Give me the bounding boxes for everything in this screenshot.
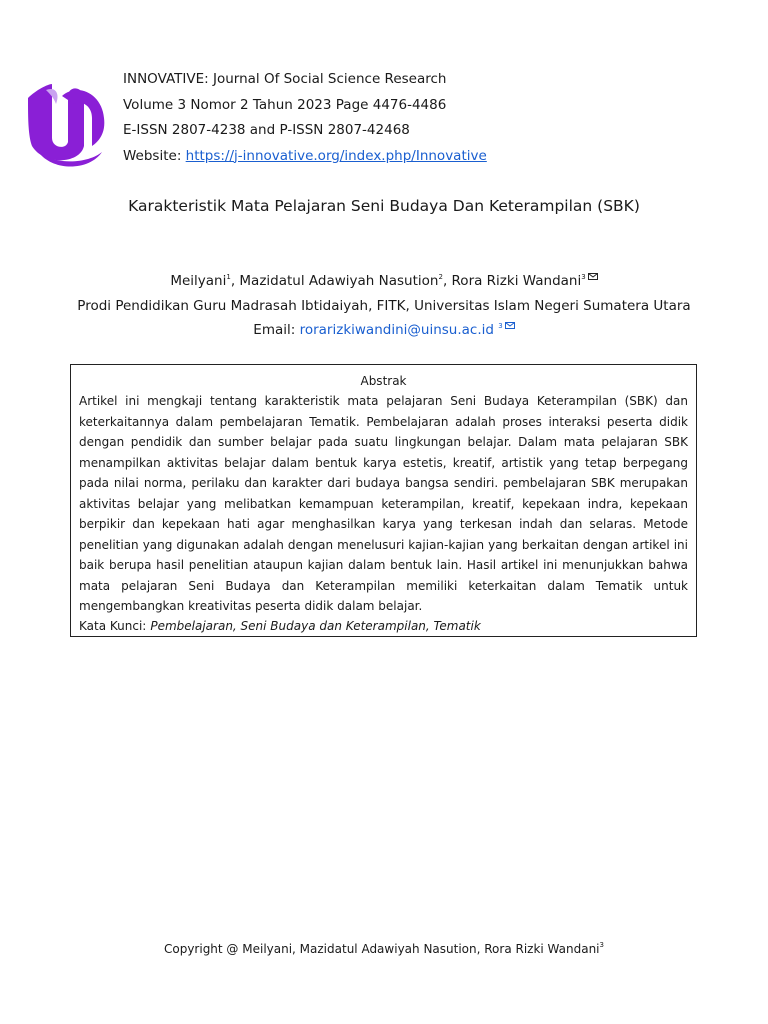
paper-title: Karakteristik Mata Pelajaran Seni Budaya Dan Keterampilan (SBK)	[128, 197, 640, 215]
issn-info: E-ISSN 2807-4238 and P-ISSN 2807-42468	[123, 122, 410, 138]
website-line	[123, 144, 487, 170]
keywords-line	[79, 617, 688, 635]
email-link[interactable]: rorarizkiwandini@uinsu.ac.id	[299, 322, 494, 338]
email-affiliation-marker: 3	[498, 322, 503, 330]
journal-header	[123, 67, 487, 169]
volume-info: Volume 3 Nomor 2 Tahun 2023 Page 4476-4486	[123, 96, 447, 113]
email-label: Email:	[253, 322, 300, 338]
keywords-label: Kata Kunci:	[79, 618, 147, 633]
abstract-box	[70, 364, 697, 637]
journal-logo-icon	[22, 76, 110, 174]
author-separator: ,	[230, 273, 240, 289]
journal-name: INNOVATIVE: Journal Of Social Science Research	[123, 71, 447, 87]
website-link[interactable]: https://j-innovative.org/index.php/Innovative	[185, 147, 487, 164]
abstract-heading: Abstrak	[360, 374, 407, 388]
author-list	[0, 273, 768, 289]
copyright-marker: 3	[599, 941, 604, 949]
author-name: Rora Rizki Wandani	[451, 273, 582, 289]
envelope-icon	[505, 322, 515, 329]
keywords: Pembelajaran, Seni Budaya dan Keterampilan, Tematik	[150, 618, 481, 633]
author-affiliation-marker: 2	[438, 273, 443, 281]
author-name: Mazidatul Adawiyah Nasution	[239, 273, 439, 289]
abstract-text: Artikel ini mengkaji tentang karakteristik mata pelajaran Seni Budaya Keterampilan (SBK) dan keterkaitannya dalam pembelajaran Tematik. Pembelajaran adalah proses interaksi peserta didik dengan pendidik dan sumber belajar pada suatu lingkungan belajar. Dalam mata pelajaran SBK menampilkan aktivitas belajar dalam bentuk karya estetis, kreatif, artistik yang tetap berpegang pada nilai norma, perilaku dan karakter dari budaya bangsa sendiri. pembelajaran SBK merupakan aktivitas belajar yang melibatkan kemampuan keterampilan, kreatif, kepekaan indra, kepekaan berpikir dan kepekaan hati agar menghasilkan karya yang terkesan indah dan selaras. Metode penelitian yang digunakan adalah dengan menelusuri kajian-kajian yang berkaitan dengan artikel ini baik berupa hasil penelitian ataupun kajian dalam bentuk lain. Hasil artikel ini menunjukkan bahwa mata pelajaran Seni Budaya dan Keterampilan memiliki keterkaitan dalam Tematik untuk mengembangkan kreativitas peserta didik dalam belajar.	[79, 394, 688, 613]
email-line	[0, 322, 768, 338]
author-name: Meilyani	[170, 273, 227, 289]
author-affiliation-marker: 3	[581, 273, 586, 281]
affiliation: Prodi Pendidikan Guru Madrasah Ibtidaiyah, FITK, Universitas Islam Negeri Sumatera Utara	[77, 298, 691, 314]
envelope-icon	[588, 273, 598, 280]
copyright-footer	[0, 941, 768, 956]
website-label: Website:	[123, 147, 186, 164]
author-separator: ,	[442, 273, 452, 289]
copyright-text: Copyright @ Meilyani, Mazidatul Adawiyah Nasution, Rora Rizki Wandani	[163, 942, 600, 956]
author-affiliation-marker: 1	[226, 273, 231, 281]
